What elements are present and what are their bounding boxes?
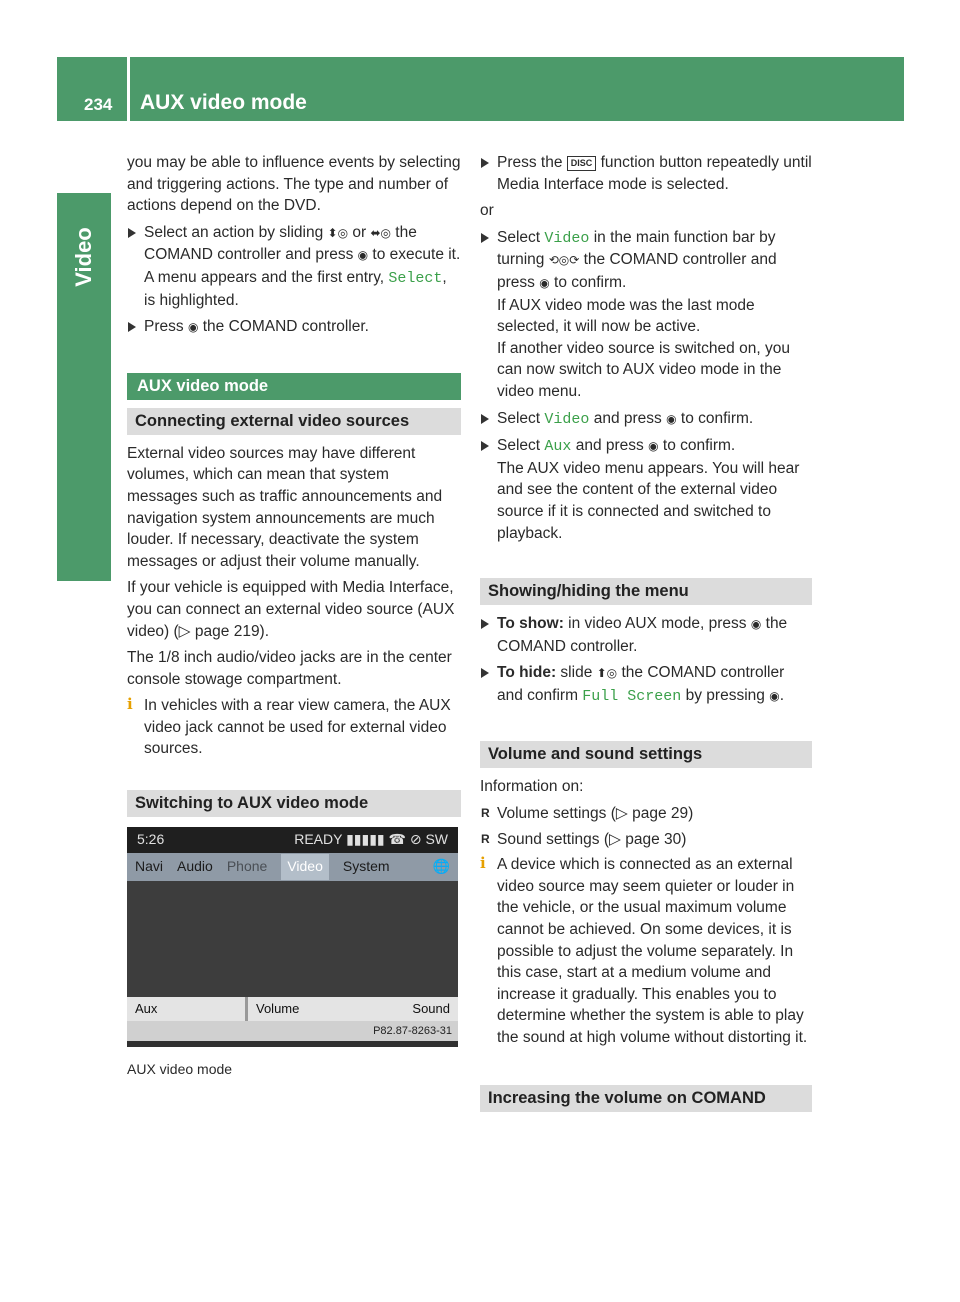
screen-main-function-bar (127, 853, 458, 881)
video-softkey: Video (544, 229, 590, 247)
screen-status-right: READY ▮▮▮▮▮ ☎ ⊘ SW (294, 831, 448, 848)
press-icon: ◉ (666, 411, 677, 426)
slide-up-icon: ⬆◎ (596, 666, 618, 681)
step-select-video: Select Video and press ◉ to confirm. (480, 408, 812, 431)
note-rear-camera: i In vehicles with a rear view camera, the AUX video jack cannot be used for external video sources. (127, 695, 451, 758)
section-connecting: Connecting external video sources (127, 408, 461, 435)
turn-icon: ⟲◎⟳ (548, 253, 580, 268)
globe-icon: 🌐 (432, 858, 450, 875)
menu-navi: Navi (135, 858, 164, 875)
right-column (480, 152, 812, 1120)
para-media-interface: If your vehicle is equipped with Media Interface, you can connect an external video source (AUX video) (▷ page 219). (127, 579, 455, 640)
side-tab (57, 193, 111, 321)
press-icon: ◉ (769, 688, 780, 703)
fn-sound: Sound (412, 1001, 450, 1017)
info-icon: i (480, 854, 486, 873)
video-softkey: Video (544, 410, 590, 428)
info-icon: i (127, 695, 133, 714)
left-column (127, 152, 461, 1081)
section-volume-sound: Volume and sound settings (480, 741, 812, 768)
step-to-show: To show: in video AUX mode, press ◉ the COMAND controller. (480, 613, 812, 657)
disc-key-icon: DISC (567, 156, 597, 171)
step-select-video-bar: Select Video in the main function bar by turning ⟲◎⟳ the COMAND controller and press ◉ to confirm. If AUX video mode was the last mode selected, it will now be active. If another video source is switched on, you can now switch to AUX video mode in the video menu. (480, 227, 812, 403)
press-icon: ◉ (539, 275, 550, 290)
note-device-volume: i A device which is connected as an external video source may seem quieter or louder in the vehicle, or the usual maximum volume cannot be achieved. On some devices, it is possible to adjust the volume separately. In this case, start at a medium volume and increase it gradually. This enables you to determine whether the system is able to play the sound at high volume without distorting it. (480, 854, 808, 1046)
full-screen-softkey: Full Screen (582, 687, 682, 705)
para-volumes: External video sources may have different volumes, which can mean that system messages such as traffic announcements and navigation system announcements are much louder. If necessary, deactivate the system messages or adjust their volume manually. (127, 444, 443, 570)
fn-aux: Aux (127, 997, 248, 1021)
menu-phone: Phone (226, 858, 268, 875)
para-jacks: The 1/8 inch audio/video jacks are in the center console stowage compartment. (127, 649, 452, 688)
info-on-text: Information on: (480, 778, 584, 796)
press-icon: ◉ (187, 320, 199, 335)
step-result: A menu appears and the first entry, Select, is highlighted. (144, 268, 447, 309)
aux-softkey: Aux (544, 438, 572, 456)
section-showing-hiding: Showing/hiding the menu (480, 578, 812, 605)
press-icon: ◉ (357, 248, 369, 263)
page-number: 234 (84, 95, 113, 114)
bullet-volume-settings: R Volume settings (▷ page 29) (480, 803, 812, 825)
header-divider (127, 57, 130, 121)
slide-left-right-icon: ⬌◎ (370, 225, 391, 240)
step-press-disc: Press the DISC function button repeatedly until Media Interface mode is selected. (480, 152, 812, 195)
screen-video-area (127, 881, 458, 997)
section-switching: Switching to AUX video mode (127, 790, 461, 817)
page-title: AUX video mode (140, 91, 307, 114)
image-caption: AUX video mode (127, 1061, 233, 1078)
menu-audio: Audio (177, 858, 213, 875)
comand-screen-image (127, 827, 458, 1047)
step-press-controller: Press ◉ the COMAND controller. (127, 316, 461, 339)
press-icon: ◉ (750, 617, 762, 632)
menu-system: System (342, 858, 390, 875)
step-select-aux: Select Aux and press ◉ to confirm. The AUX video menu appears. You will hear and see the content of the external video source if it is connected and switched to playback. (480, 435, 812, 544)
or-text: or (480, 202, 494, 220)
screen-status-bar (127, 827, 458, 853)
press-icon: ◉ (648, 439, 659, 454)
step-select-action: Select an action by sliding ⬍◎ or ⬌◎ the COMAND controller and press ◉ to execute it. A menu appears and the first entry, Select, is highlighted. (127, 222, 461, 311)
screen-function-bar (127, 997, 458, 1021)
section-aux-video-mode: AUX video mode (127, 373, 461, 400)
image-code: P82.87-8263-31 (127, 1021, 458, 1041)
screen-time: 5:26 (137, 831, 165, 848)
step-to-hide: To hide: slide ⬆◎ the COMAND controller and confirm Full Screen by pressing ◉. (480, 662, 812, 707)
section-increasing-volume: Increasing the volume on COMAND (480, 1085, 812, 1112)
side-tab-label: Video (71, 227, 97, 287)
slide-up-down-icon: ⬍◎ (327, 225, 349, 240)
intro-paragraph: you may be able to influence events by selecting and triggering actions. The type and number of actions depend on the DVD. (127, 154, 461, 215)
bullet-sound-settings: R Sound settings (▷ page 30) (480, 829, 812, 851)
fn-volume: Volume (256, 1001, 300, 1017)
select-softkey: Select (388, 269, 443, 287)
menu-video: Video (281, 854, 329, 880)
